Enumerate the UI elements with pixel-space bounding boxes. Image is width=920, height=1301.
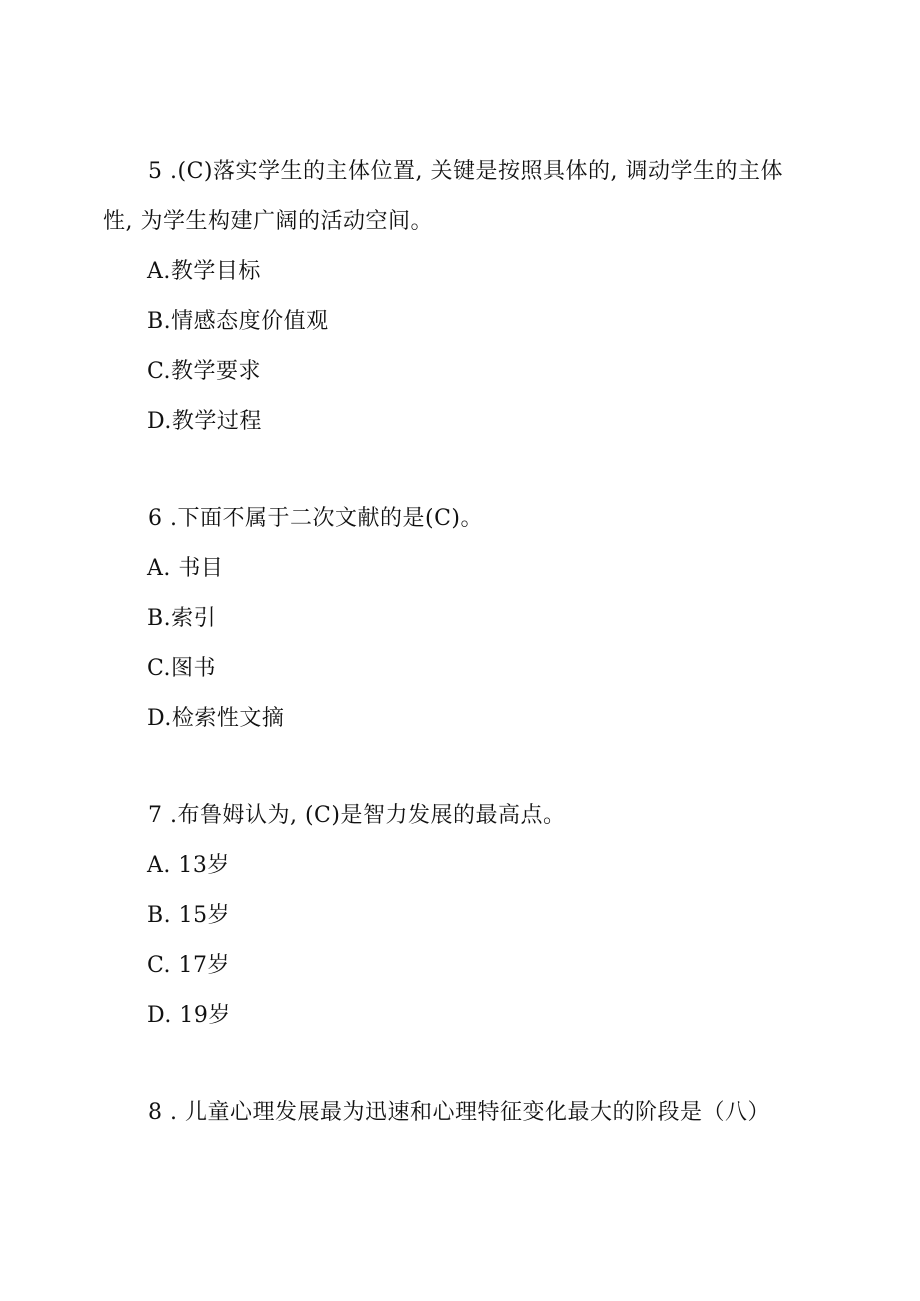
question-6-option-d: D.检索性文摘 [147,706,285,731]
question-7-option-c: C. 17岁 [147,953,231,978]
question-6-option-b: B.索引 [147,606,217,631]
question-5-option-d: D.教学过程 [147,409,262,434]
question-7-stem: 7 .布鲁姆认为, (C)是智力发展的最高点。 [148,803,566,828]
question-6-stem: 6 .下面不属于二次文献的是(C)。 [148,506,483,531]
question-7-option-a: A. 13岁 [147,853,230,878]
question-5-option-b: B.情感态度价值观 [147,309,329,334]
question-7-option-b: B. 15岁 [147,903,231,928]
question-6-option-c: C.图书 [147,656,217,681]
question-7-option-d: D. 19岁 [147,1003,231,1028]
question-5-stem-continued: 性, 为学生构建广阔的活动空间。 [103,209,433,234]
question-8-stem: 8 . 儿童心理发展最为迅速和心理特征变化最大的阶段是（八） [148,1100,770,1125]
question-5-stem: 5 .(C)落实学生的主体位置, 关键是按照具体的, 调动学生的主体 [148,159,783,184]
question-5-option-c: C.教学要求 [147,359,262,384]
question-6-option-a: A. 书目 [147,556,224,581]
question-5-option-a: A.教学目标 [147,259,261,284]
